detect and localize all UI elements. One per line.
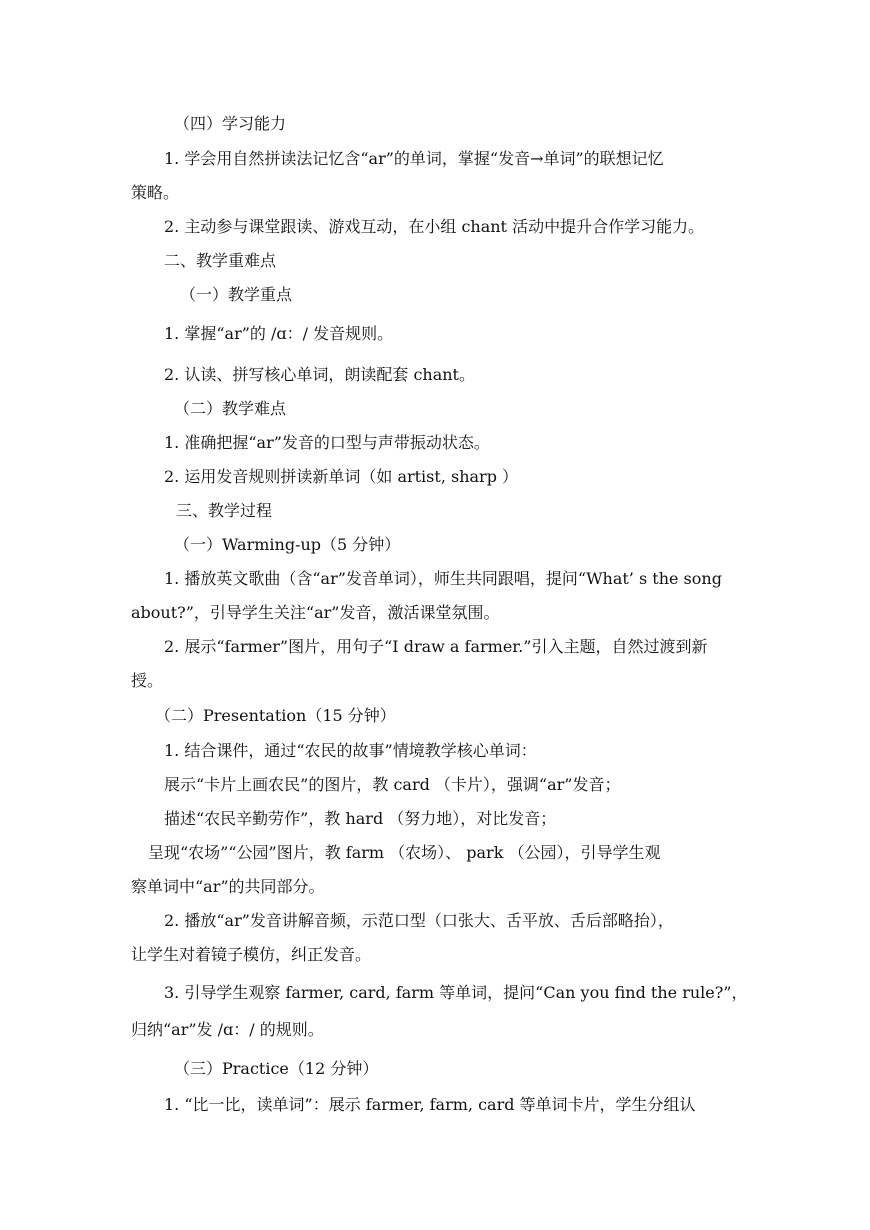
section-heading-learning-ability: （四）学习能力 [174, 114, 287, 133]
paragraph-line: 1. “比一比，读单词”：展示 farmer, farm, card 等单词卡片，学生分组认 [164, 1095, 696, 1114]
paragraph-line: 1. 播放英文歌曲（含“ar”发音单词），师生共同跟唱，提问“What’ s the song [164, 569, 722, 588]
paragraph-line: 归纳“ar”发 /ɑ：/ 的规则。 [131, 1020, 324, 1039]
subsection-heading-presentation: （二）Presentation（15 分钟） [155, 706, 396, 725]
paragraph-line: 1. 结合课件，通过“农民的故事”情境教学核心单词： [164, 741, 537, 760]
paragraph-line: 1. 学会用自然拼读法记忆含“ar”的单词，掌握“发音→单词”的联想记忆 [164, 149, 664, 168]
paragraph-line: 2. 主动参与课堂跟读、游戏互动，在小组 chant 活动中提升合作学习能力。 [164, 217, 705, 236]
paragraph-line: 授。 [131, 671, 164, 690]
subsection-heading-key-points: （一）教学重点 [180, 285, 293, 304]
subsection-heading-warming-up: （一）Warming-up（5 分钟） [174, 535, 401, 554]
paragraph-line: about?”，引导学生关注“ar”发音，激活课堂氛围。 [131, 603, 500, 622]
paragraph-line: 2. 认读、拼写核心单词，朗读配套 chant。 [164, 365, 475, 384]
paragraph-line: 让学生对着镜子模仿，纠正发音。 [131, 945, 372, 964]
subsection-heading-practice: （三）Practice（12 分钟） [174, 1059, 379, 1078]
paragraph-line: 2. 展示“farmer”图片，用句子“I draw a farmer.”引入主题，自然过渡到新 [164, 637, 708, 656]
paragraph-line: 1. 掌握“ar”的 /ɑ：/ 发音规则。 [164, 324, 394, 343]
paragraph-line: 2. 运用发音规则拼读新单词（如 artist, sharp ） [164, 467, 519, 486]
paragraph-line: 察单词中“ar”的共同部分。 [131, 877, 325, 896]
paragraph-line: 3. 引导学生观察 farmer, card, farm 等单词，提问“Can you find the rule?”， [164, 983, 748, 1002]
section-heading-teaching-process: 三、教学过程 [176, 501, 273, 520]
paragraph-line: 描述“农民辛勤劳作”，教 hard （努力地），对比发音； [164, 809, 557, 828]
paragraph-line: 呈现“农场”“公园”图片，教 farm （农场）、 park （公园），引导学生观 [148, 843, 661, 862]
section-heading-key-difficult-points: 二、教学重难点 [164, 251, 277, 270]
subsection-heading-difficult-points: （二）教学难点 [174, 399, 287, 418]
paragraph-line: 2. 播放“ar”发音讲解音频，示范口型（口张大、舌平放、舌后部略抬）， [164, 911, 674, 930]
paragraph-line: 1. 准确把握“ar”发音的口型与声带振动状态。 [164, 433, 490, 452]
paragraph-line: 展示“卡片上画农民”的图片，教 card （卡片），强调“ar”发音； [164, 775, 621, 794]
paragraph-line: 策略。 [131, 183, 180, 202]
